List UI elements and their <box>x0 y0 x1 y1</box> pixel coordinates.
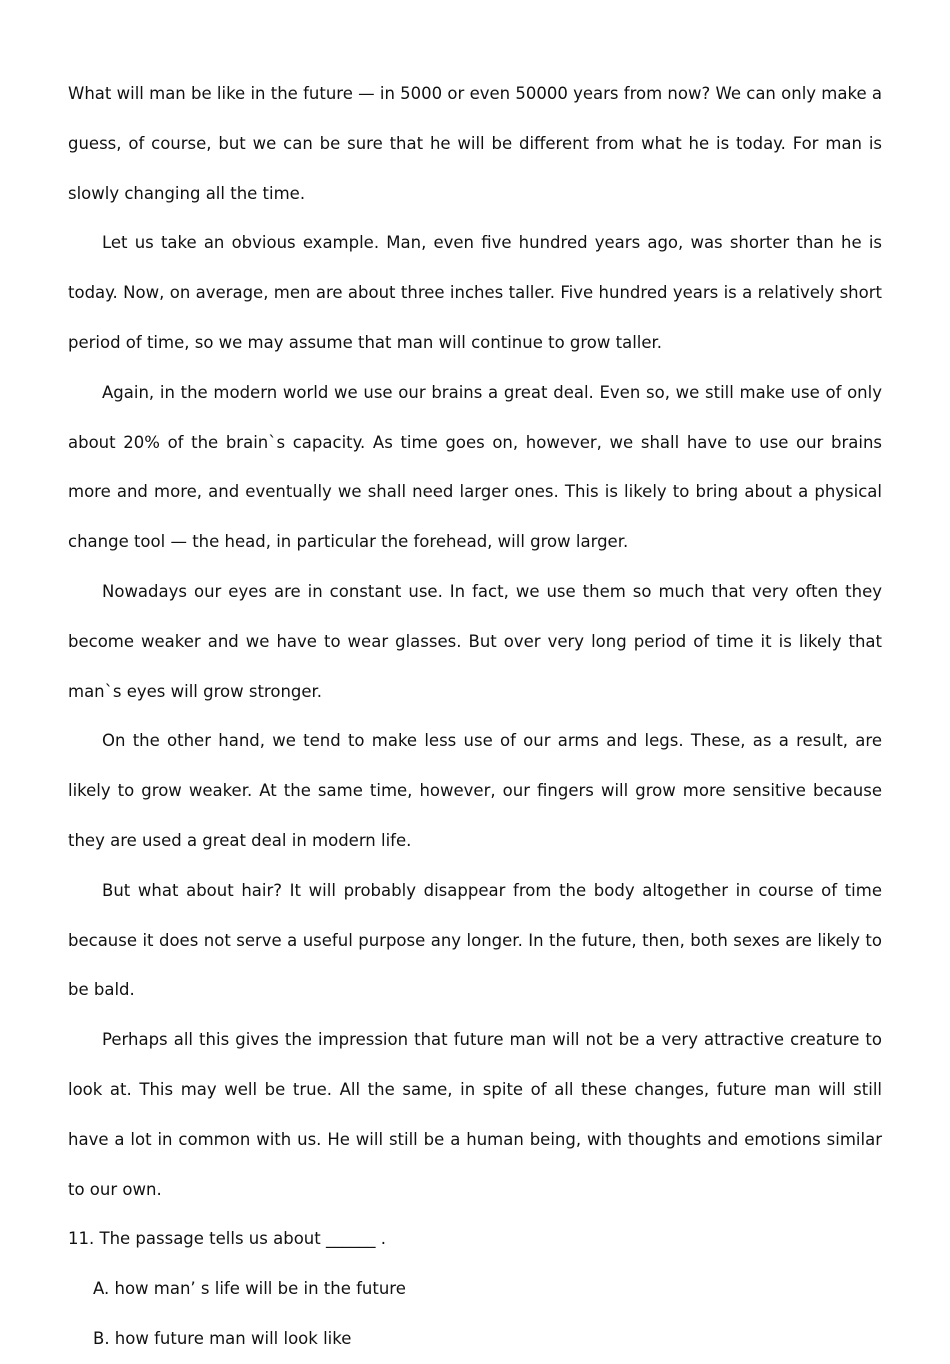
passage-paragraph-3: Again, in the modern world we use our brains a great deal. Even so, we still make use of only about 20% of the brain`s capacity. As time goes on, however, we shall have to use our brains more and more, and eventually we shall need larger ones. This is likely to bring about a physical change tool — the head, in particular the forehead, will grow larger. <box>68 382 882 552</box>
passage-paragraph-1: What will man be like in the future — in 5000 or even 50000 years from now? We can only make a guess, of course, but we can be sure that he will be different from what he is today. For man is slowly changing all the time. <box>68 84 882 203</box>
passage-paragraph-2: Let us take an obvious example. Man, even five hundred years ago, was shorter than he is today. Now, on average, men are about three inches taller. Five hundred years is a relatively short period of time, so we may assume that man will continue to grow taller. <box>68 233 882 352</box>
passage-paragraph-5: On the other hand, we tend to make less use of our arms and legs. These, as a result, are likely to grow weaker. At the same time, however, our fingers will grow more sensitive because they are used a great deal in modern life. <box>68 731 882 850</box>
answer-option-b: B. how future man will look like <box>93 1328 352 1348</box>
question-stem: 11. The passage tells us about ______ . <box>68 1229 386 1249</box>
passage-paragraph-4: Nowadays our eyes are in constant use. In fact, we use them so much that very often they become weaker and we have to wear glasses. But over very long period of time it is likely that man`s eyes will grow stronger. <box>68 581 882 701</box>
question-block <box>68 1214 882 1363</box>
reading-passage <box>68 69 882 1214</box>
passage-paragraph-6: But what about hair? It will probably disappear from the body altogether in course of time because it does not serve a useful purpose any longer. In the future, then, both sexes are likely to be bald. <box>68 880 882 1000</box>
passage-paragraph-7: Perhaps all this gives the impression that future man will not be a very attractive creature to look at. This may well be true. All the same, in spite of all these changes, future man will still have a lot in common with us. He will still be a human being, with thoughts and emotions similar to our own. <box>68 1030 882 1199</box>
answer-option-a: A. how man’ s life will be in the future <box>93 1279 406 1299</box>
document-page <box>68 69 882 1364</box>
